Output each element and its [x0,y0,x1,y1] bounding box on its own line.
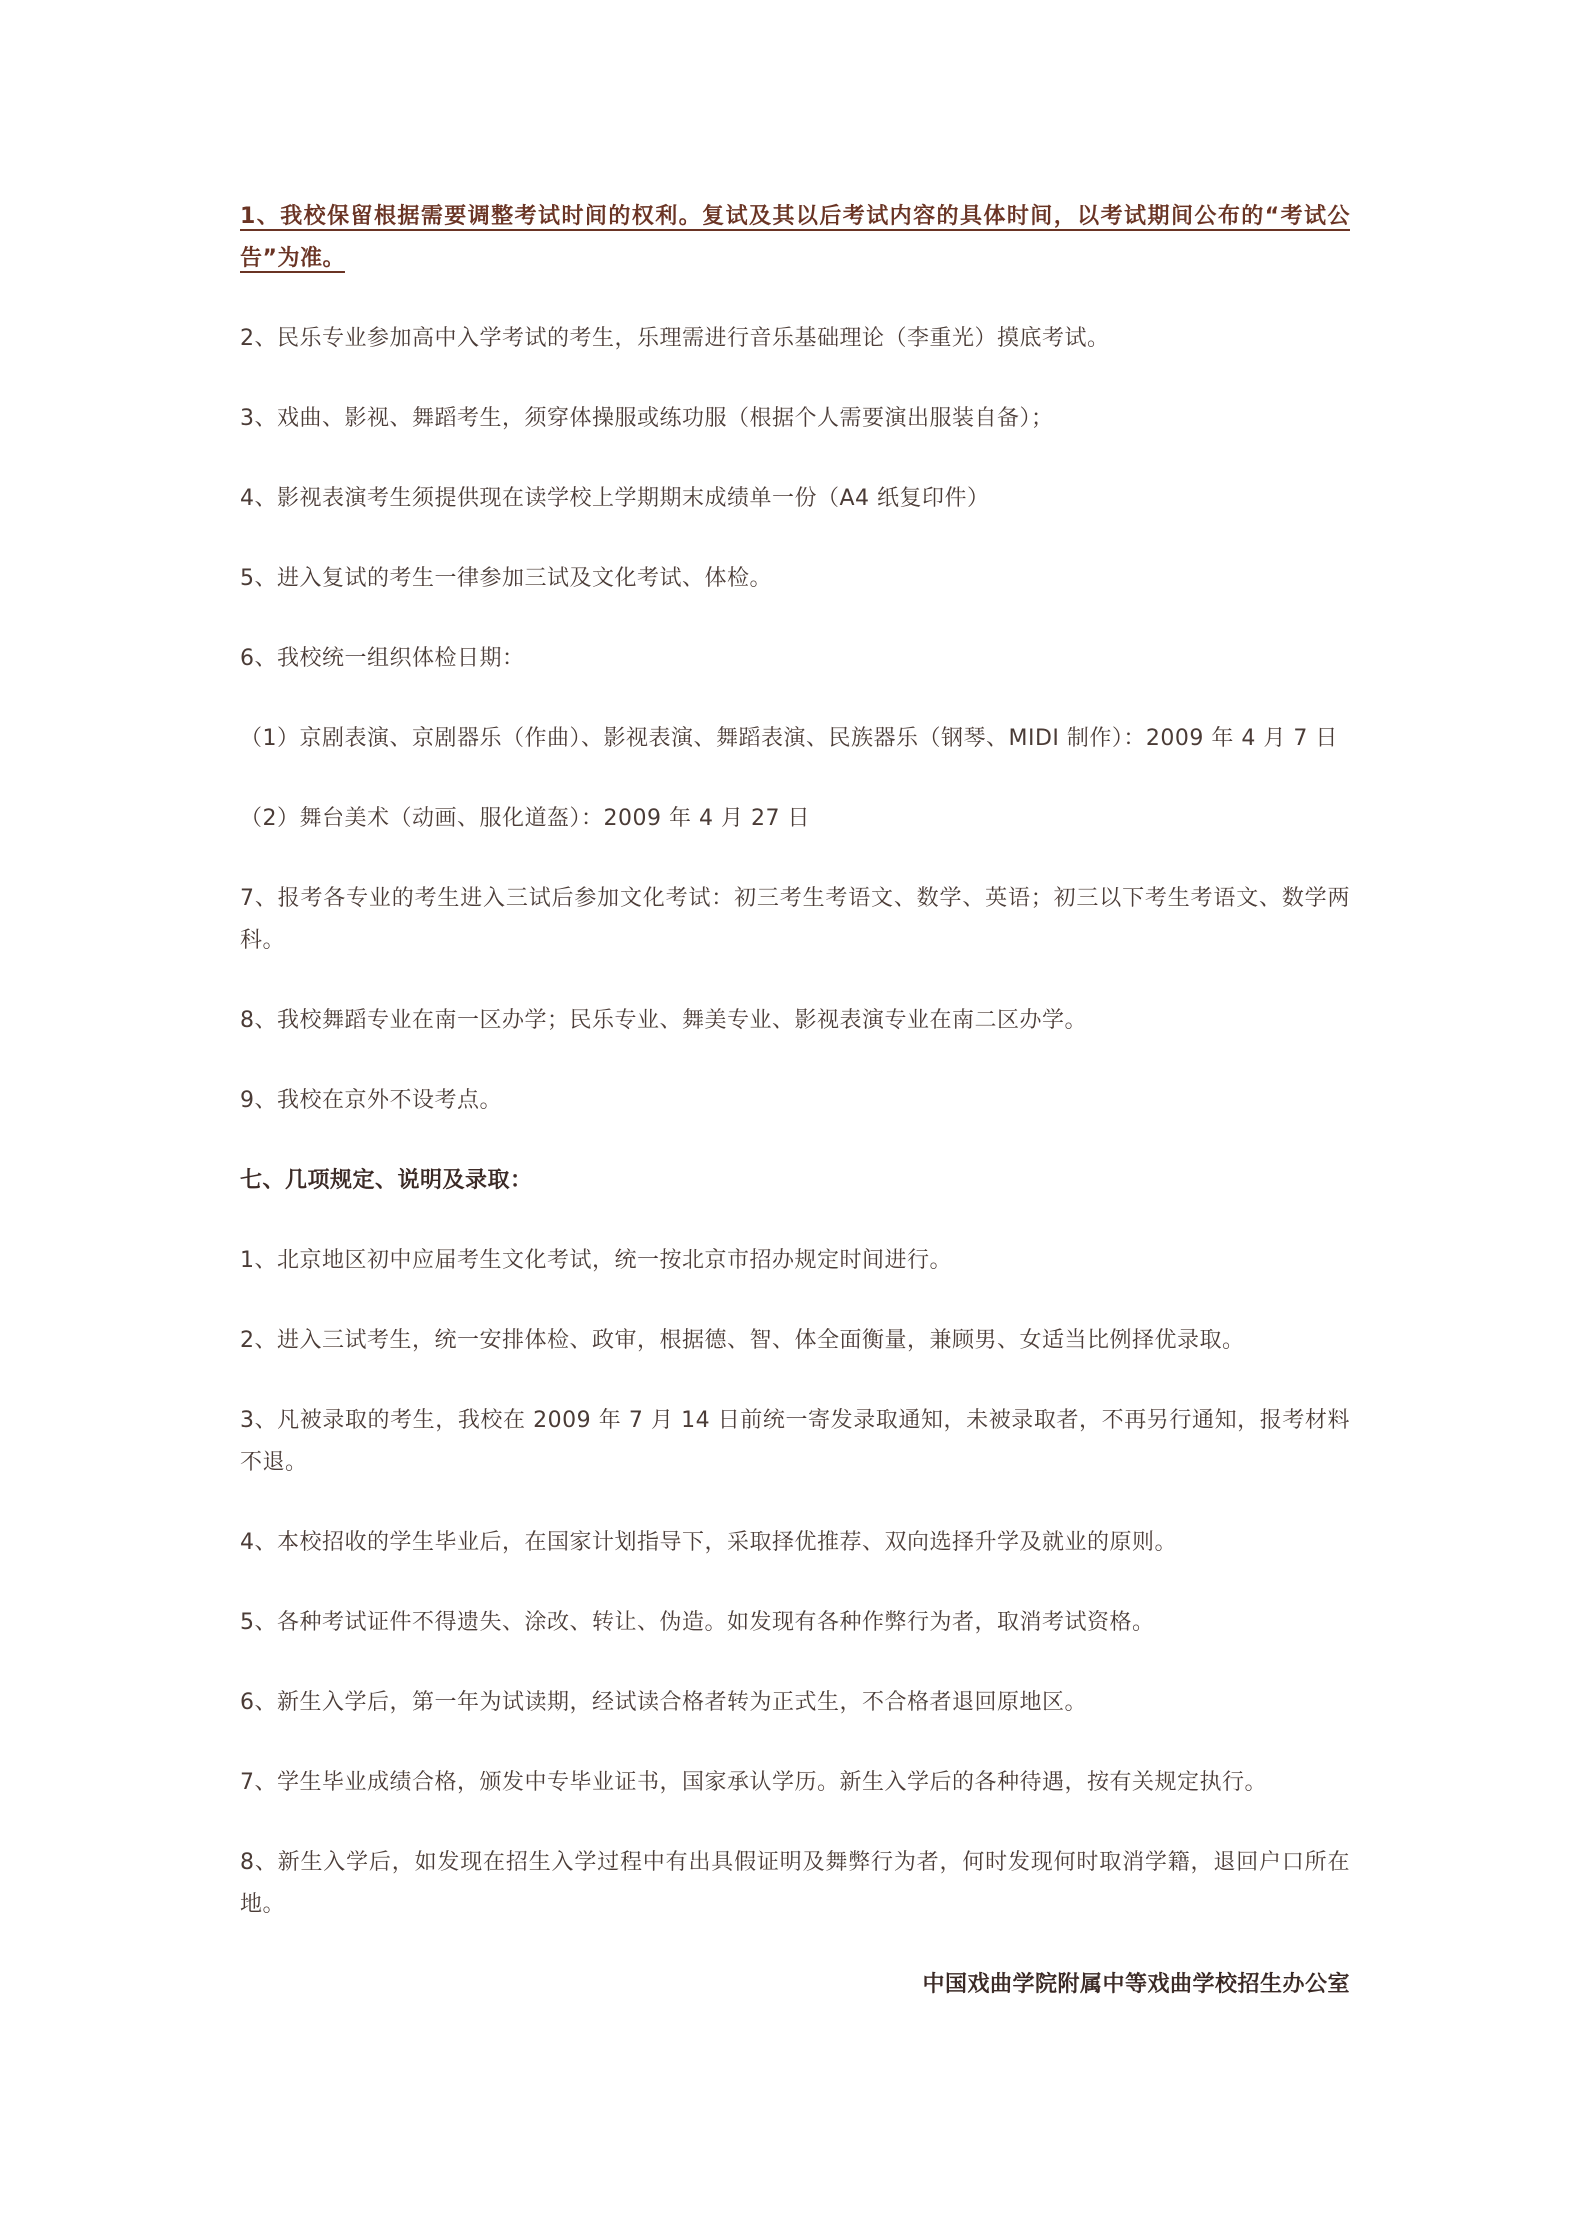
note-exam-site: 9、我校在京外不设考点。 [240,1088,502,1113]
note-music-theory: 2、民乐专业参加高中入学考试的考生，乐理需进行音乐基础理论（李重光）摸底考试。 [240,326,1110,351]
note-campus: 8、我校舞蹈专业在南一区办学；民乐专业、舞美专业、影视表演专业在南二区办学。 [240,1008,1087,1033]
note-retest: 5、进入复试的考生一律参加三试及文化考试、体检。 [240,566,772,591]
rule-graduation-placement: 4、本校招收的学生毕业后，在国家计划指导下，采取择优推荐、双向选择升学及就业的原则。 [240,1530,1178,1555]
note-physical-exam: 6、我校统一组织体检日期： [240,646,525,671]
note-physical-exam-date-1: （1）京剧表演、京剧器乐（作曲）、影视表演、舞蹈表演、民族器乐（钢琴、MIDI 制作）：2009 年 4 月 7 日 [240,726,1338,751]
section-heading: 七、几项规定、说明及录取： [240,1168,533,1193]
note-attire: 3、戏曲、影视、舞蹈考生，须穿体操服或练功服（根据个人需要演出服装自备）； [240,406,1054,431]
rule-culture-exam: 1、北京地区初中应届考生文化考试，统一按北京市招办规定时间进行。 [240,1248,952,1273]
rule-probation: 6、新生入学后，第一年为试读期，经试读合格者转为正式生，不合格者退回原地区。 [240,1690,1087,1715]
rule-fraud: 8、新生入学后，如发现在招生入学过程中有出具假证明及舞弊行为者，何时发现何时取消学籍，退回户口所在地。 [240,1850,1350,1917]
note-culture-exam: 7、报考各专业的考生进入三试后参加文化考试：初三考生考语文、数学、英语；初三以下考生考语文、数学两科。 [240,886,1350,953]
rule-admission: 2、进入三试考生，统一安排体检、政审，根据德、智、体全面衡量，兼顾男、女适当比例择优录取。 [240,1328,1245,1353]
rule-diploma: 7、学生毕业成绩合格，颁发中专毕业证书，国家承认学历。新生入学后的各种待遇，按有关规定执行。 [240,1770,1268,1795]
notice-exam-time: 1、我校保留根据需要调整考试时间的权利。复试及其以后考试内容的具体时间，以考试期间公布的“考试公告”为准。 [240,204,1350,271]
office-signature: 中国戏曲学院附属中等戏曲学校招生办公室 [922,1972,1350,1997]
rule-documents: 5、各种考试证件不得遗失、涂改、转让、伪造。如发现有各种作弊行为者，取消考试资格。 [240,1610,1155,1635]
rule-notification: 3、凡被录取的考生，我校在 2009 年 7 月 14 日前统一寄发录取通知，未被录取者，不再另行通知，报考材料不退。 [240,1408,1350,1475]
note-physical-exam-date-2: （2）舞台美术（动画、服化道盔）：2009 年 4 月 27 日 [240,806,810,831]
note-transcript: 4、影视表演考生须提供现在读学校上学期期末成绩单一份（A4 纸复印件） [240,486,990,511]
document-page [240,196,1350,2006]
